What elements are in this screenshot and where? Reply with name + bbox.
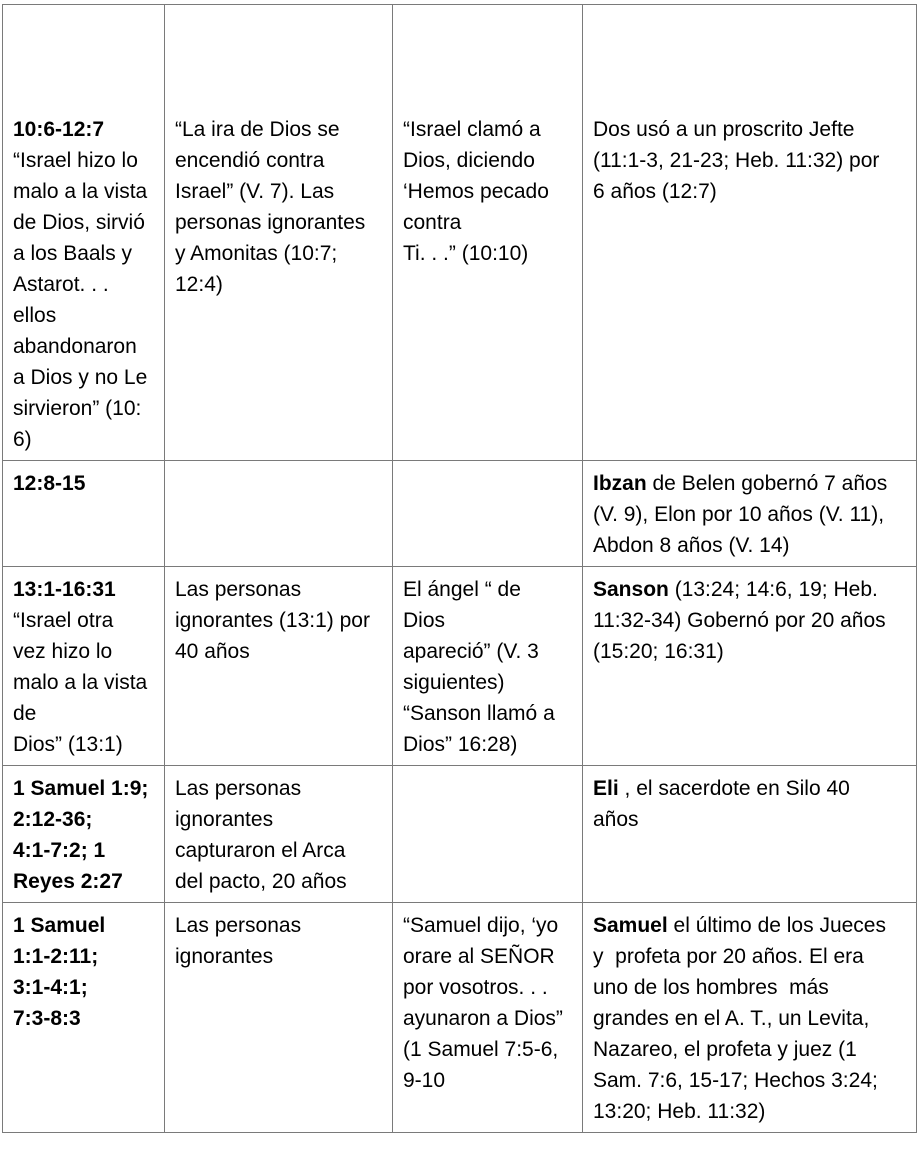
reference-note: a Dios y no Le bbox=[13, 366, 148, 389]
judge-cell bbox=[583, 461, 917, 567]
judge-text: (13:24; 14:6, 19; Heb. bbox=[668, 578, 878, 601]
oppression-cell bbox=[165, 903, 393, 1133]
judge-text: , el sacerdote en Silo 40 bbox=[618, 777, 850, 800]
reference-cell bbox=[3, 766, 165, 903]
oppression-text: ignorantes bbox=[175, 808, 274, 831]
judge-cell bbox=[583, 567, 917, 766]
judge-text: grandes en el A. T., un Levita, bbox=[593, 1007, 870, 1030]
reference-cell bbox=[3, 903, 165, 1133]
judge-text: Abdon 8 años (V. 14) bbox=[593, 534, 790, 557]
judge-text: 11:32-34) Gobernó por 20 años bbox=[593, 609, 886, 632]
table-row bbox=[3, 766, 917, 903]
judge-cell bbox=[583, 5, 917, 461]
reference-note: ellos bbox=[13, 304, 57, 327]
oppression-text: y Amonitas (10:7; bbox=[175, 242, 338, 265]
cry-text: Dios bbox=[403, 609, 446, 632]
scripture-reference: 1 Samuel bbox=[13, 914, 106, 937]
scripture-reference: Reyes 2:27 bbox=[13, 870, 123, 893]
judge-text: 6 años (12:7) bbox=[593, 180, 717, 203]
oppression-text: encendió contra bbox=[175, 149, 325, 172]
scripture-reference: 10:6-12:7 bbox=[13, 118, 105, 141]
oppression-text: Israel” (V. 7). Las bbox=[175, 180, 335, 203]
oppression-text: 12:4) bbox=[175, 273, 223, 296]
judge-text: Dos usó a un proscrito Jefte bbox=[593, 118, 855, 141]
reference-note: Dios” (13:1) bbox=[13, 733, 123, 756]
table-row bbox=[3, 567, 917, 766]
judge-text: el último de los Jueces bbox=[667, 914, 886, 937]
table-row bbox=[3, 903, 917, 1133]
judge-text: uno de los hombres más bbox=[593, 976, 829, 999]
scripture-reference: 3:1-4:1; bbox=[13, 976, 88, 999]
reference-note: sirvieron” (10: bbox=[13, 397, 142, 420]
judge-text: (11:1-3, 21-23; Heb. 11:32) por bbox=[593, 149, 880, 172]
oppression-text: “La ira de Dios se bbox=[175, 118, 340, 141]
oppression-text: Las personas bbox=[175, 914, 302, 937]
judge-text: (V. 9), Elon por 10 años (V. 11), bbox=[593, 503, 885, 526]
reference-note: malo a la vista bbox=[13, 671, 148, 694]
oppression-text: ignorantes bbox=[175, 945, 274, 968]
oppression-cell bbox=[165, 5, 393, 461]
judges-table bbox=[2, 4, 917, 1133]
cry-cell bbox=[393, 461, 583, 567]
judge-cell bbox=[583, 903, 917, 1133]
scripture-reference: 4:1-7:2; 1 bbox=[13, 839, 106, 862]
cry-text: por vosotros. . . bbox=[403, 976, 548, 999]
cry-text: ‘Hemos pecado bbox=[403, 180, 549, 203]
oppression-text: del pacto, 20 años bbox=[175, 870, 347, 893]
judge-text: Sam. 7:6, 15-17; Hechos 3:24; bbox=[593, 1069, 878, 1092]
reference-note: “Israel hizo lo bbox=[13, 149, 138, 172]
cry-text: “Israel clamó a bbox=[403, 118, 541, 141]
cry-text: (1 Samuel 7:5-6, bbox=[403, 1038, 559, 1061]
judge-text: Nazareo, el profeta y juez (1 bbox=[593, 1038, 857, 1061]
cry-text: orare al SEÑOR bbox=[403, 945, 555, 968]
scripture-reference: 2:12-36; bbox=[13, 808, 93, 831]
judge-text: años bbox=[593, 808, 639, 831]
reference-note: a los Baals y bbox=[13, 242, 133, 265]
cry-text: siguientes) bbox=[403, 671, 505, 694]
scripture-reference: 1 Samuel 1:9; bbox=[13, 777, 149, 800]
oppression-text: ignorantes (13:1) por bbox=[175, 609, 370, 632]
cry-text: Dios, diciendo bbox=[403, 149, 535, 172]
cry-cell bbox=[393, 567, 583, 766]
reference-note: de Dios, sirvió bbox=[13, 211, 145, 234]
scripture-reference: 12:8-15 bbox=[13, 472, 86, 495]
cry-text: 9-10 bbox=[403, 1069, 446, 1092]
oppression-text: capturaron el Arca bbox=[175, 839, 346, 862]
judge-name: Eli bbox=[593, 777, 619, 800]
cry-cell bbox=[393, 5, 583, 461]
reference-cell bbox=[3, 5, 165, 461]
judge-cell bbox=[583, 766, 917, 903]
cry-cell bbox=[393, 903, 583, 1133]
scripture-reference: 7:3-8:3 bbox=[13, 1007, 81, 1030]
reference-note: abandonaron bbox=[13, 335, 137, 358]
reference-note: vez hizo lo bbox=[13, 640, 113, 663]
judge-text: (15:20; 16:31) bbox=[593, 640, 724, 663]
judge-text: de Belen gobernó 7 años bbox=[646, 472, 888, 495]
cry-text: Ti. . .” (10:10) bbox=[403, 242, 529, 265]
cry-text: Dios” 16:28) bbox=[403, 733, 518, 756]
reference-note: malo a la vista bbox=[13, 180, 148, 203]
judge-name: Sanson bbox=[593, 578, 669, 601]
oppression-cell bbox=[165, 461, 393, 567]
oppression-text: Las personas bbox=[175, 578, 302, 601]
reference-note: “Israel otra bbox=[13, 609, 114, 632]
table-row bbox=[3, 461, 917, 567]
oppression-text: Las personas bbox=[175, 777, 302, 800]
judge-text: y profeta por 20 años. El era bbox=[593, 945, 864, 968]
oppression-cell bbox=[165, 766, 393, 903]
cry-text: ayunaron a Dios” bbox=[403, 1007, 563, 1030]
judge-name: Samuel bbox=[593, 914, 668, 937]
reference-note: 6) bbox=[13, 428, 32, 451]
reference-cell bbox=[3, 567, 165, 766]
oppression-cell bbox=[165, 567, 393, 766]
cry-text: “Samuel dijo, ‘yo bbox=[403, 914, 559, 937]
cry-cell bbox=[393, 766, 583, 903]
judge-name: Ibzan bbox=[593, 472, 647, 495]
oppression-text: 40 años bbox=[175, 640, 250, 663]
reference-cell bbox=[3, 461, 165, 567]
reference-note: de bbox=[13, 702, 37, 725]
reference-note: Astarot. . . bbox=[13, 273, 109, 296]
cry-text: “Sanson llamó a bbox=[403, 702, 555, 725]
scripture-reference: 1:1-2:11; bbox=[13, 945, 99, 968]
cry-text: El ángel “ de bbox=[403, 578, 521, 601]
cry-text: contra bbox=[403, 211, 462, 234]
scripture-reference: 13:1-16:31 bbox=[13, 578, 116, 601]
cry-text: apareció” (V. 3 bbox=[403, 640, 539, 663]
judge-text: 13:20; Heb. 11:32) bbox=[593, 1100, 766, 1123]
table-row bbox=[3, 5, 917, 461]
oppression-text: personas ignorantes bbox=[175, 211, 366, 234]
